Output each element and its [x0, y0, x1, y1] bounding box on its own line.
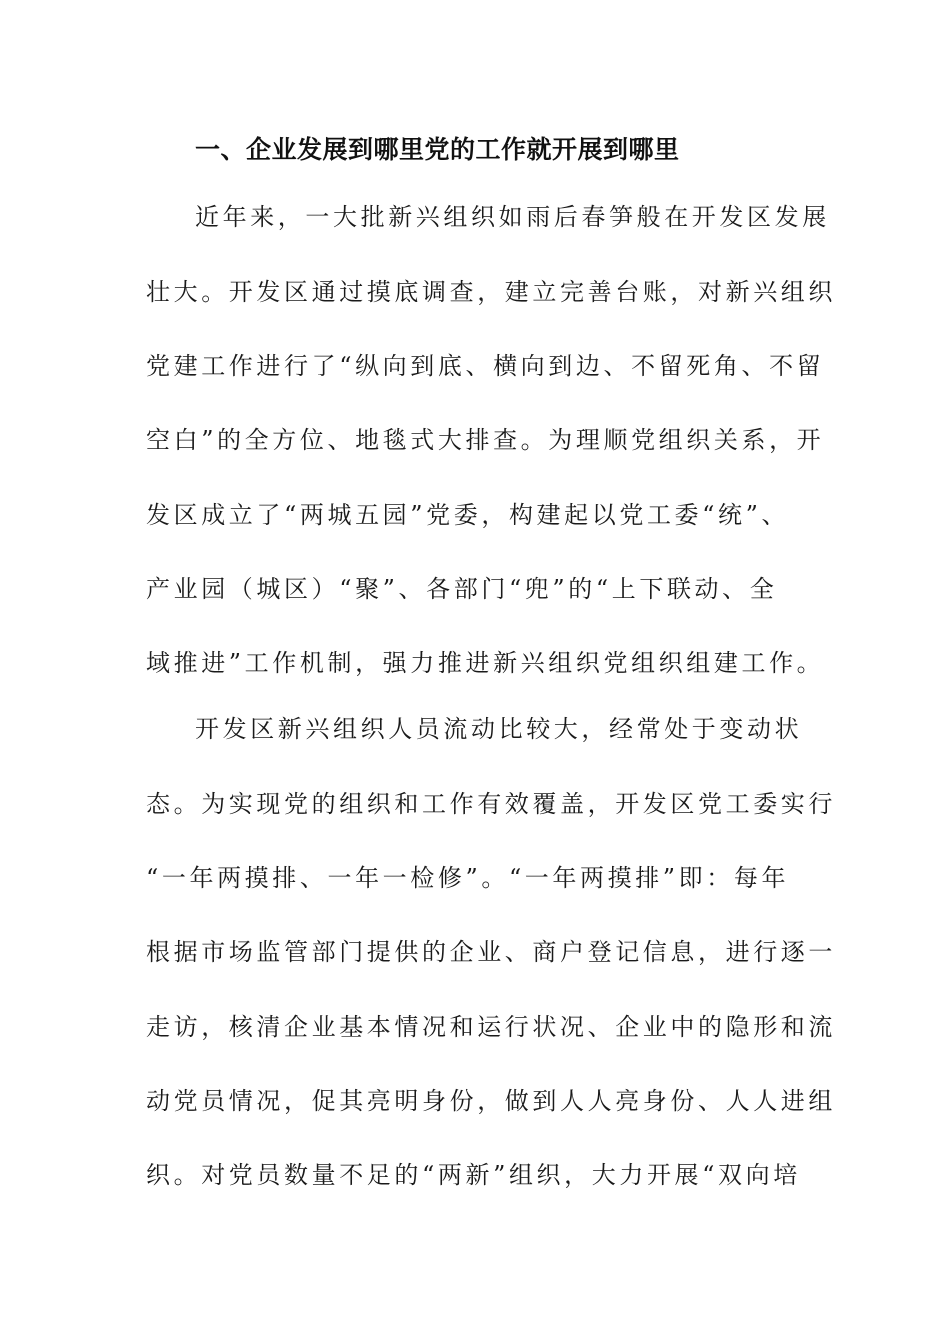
paragraph-line: 产业园（城区）“聚”、各部门“兜”的“上下联动、全 [146, 575, 778, 603]
paragraph-line: 域推进”工作机制，强力推进新兴组织党组织组建工作。 [146, 649, 825, 677]
paragraph-line: 态。为实现党的组织和工作有效覆盖，开发区党工委实行 [146, 790, 836, 818]
paragraph-line: 动党员情况，促其亮明身份，做到人人亮身份、人人进组 [146, 1087, 836, 1115]
paragraph-line: 党建工作进行了“纵向到底、横向到边、不留死角、不留 [146, 352, 825, 380]
paragraph-line: 根据市场监管部门提供的企业、商户登记信息，进行逐一 [146, 938, 836, 966]
paragraph-line: 发区成立了“两城五园”党委，构建起以党工委“统”、 [146, 501, 790, 529]
paragraph-line: 走访，核清企业基本情况和运行状况、企业中的隐形和流 [146, 1013, 836, 1041]
paragraph-line: “一年两摸排、一年一检修”。“一年两摸排”即：每年 [146, 864, 790, 892]
paragraph-line: 织。对党员数量不足的“两新”组织，大力开展“双向培 [146, 1161, 801, 1189]
paragraph-line: 近年来，一大批新兴组织如雨后春笋般在开发区发展 [195, 203, 830, 231]
paragraph-line: 开发区新兴组织人员流动比较大，经常处于变动状 [195, 715, 803, 743]
paragraph-line: 壮大。开发区通过摸底调查，建立完善台账，对新兴组织 [146, 278, 836, 306]
paragraph-line: 空白”的全方位、地毯式大排查。为理顺党组织关系，开 [146, 426, 825, 454]
section-heading: 一、企业发展到哪里党的工作就开展到哪里 [195, 135, 680, 164]
